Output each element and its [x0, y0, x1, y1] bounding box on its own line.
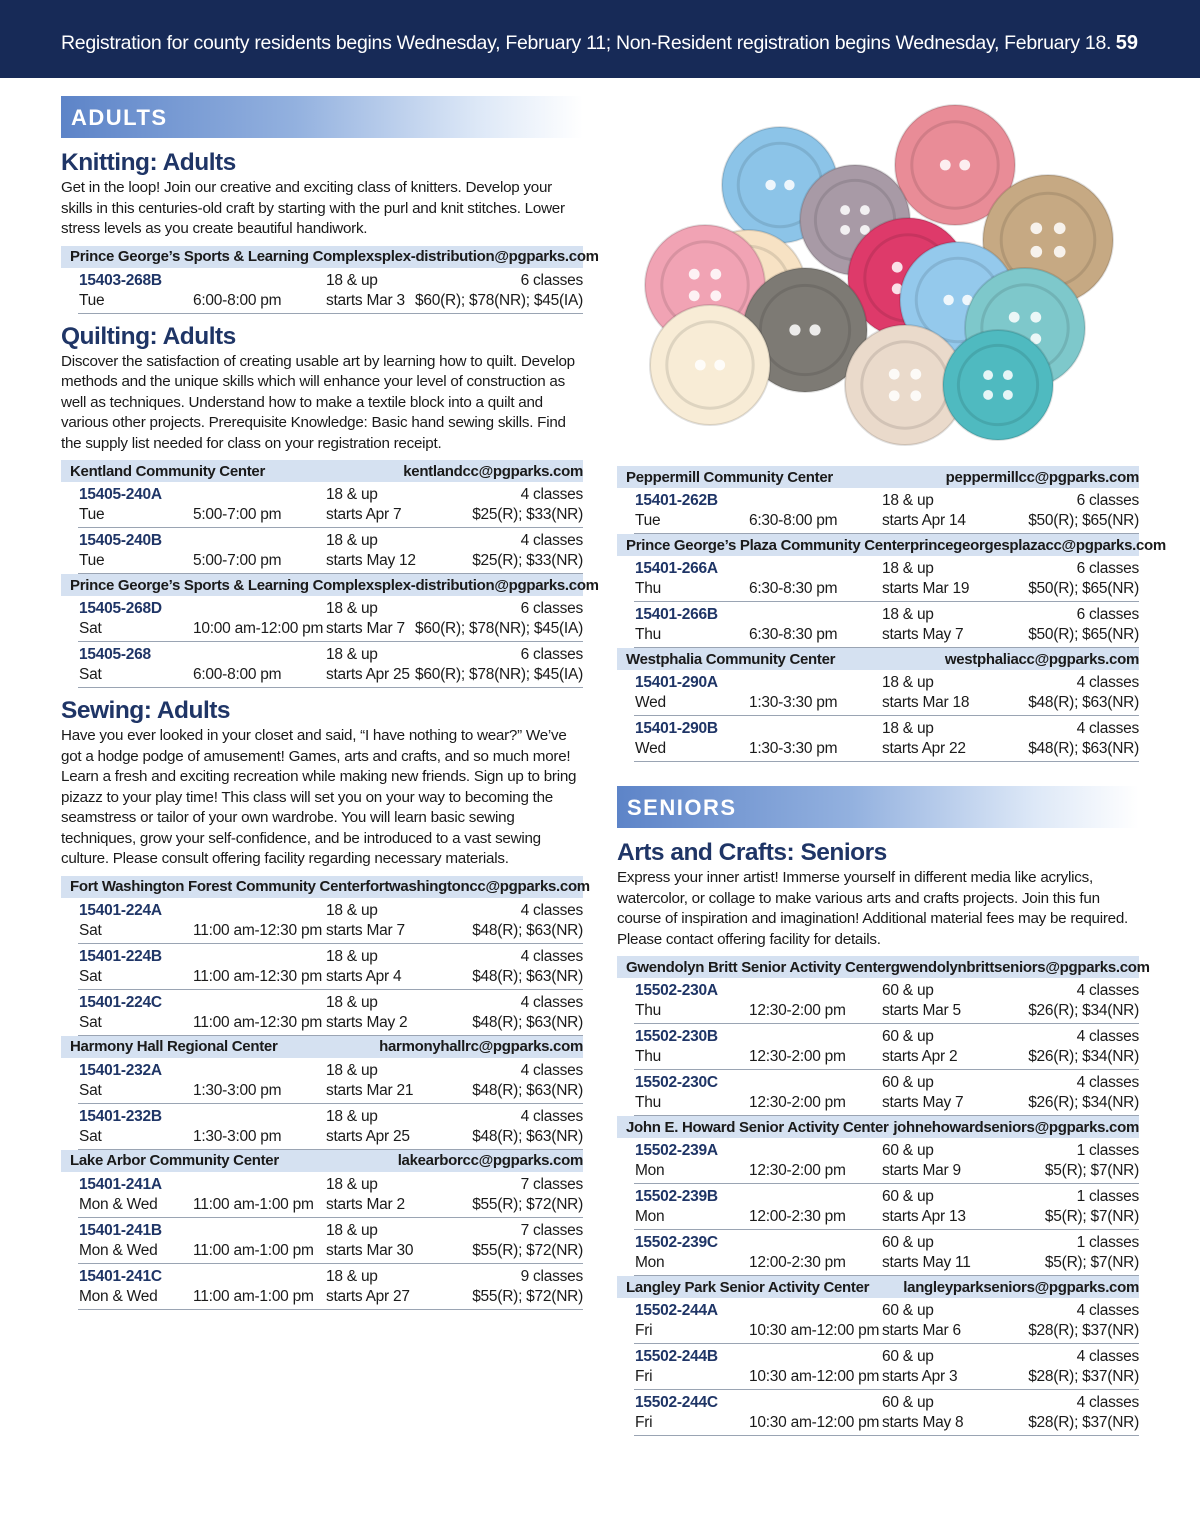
start-date: starts Apr 7	[326, 506, 402, 523]
offering-row	[634, 670, 1139, 716]
course-code: 15502-239A	[635, 1142, 718, 1159]
meeting-day: Sat	[79, 620, 102, 637]
offering-row	[78, 596, 583, 642]
class-count: 6 classes	[1076, 606, 1139, 623]
age-range: 18 & up	[882, 560, 934, 577]
meeting-time: 1:30-3:00 pm	[193, 1081, 282, 1099]
meeting-day: Sat	[79, 1013, 102, 1031]
course-code: 15401-290A	[635, 674, 718, 691]
registration-message: Registration for county residents begins Wednesday, February 11; Non-Resident registration begins Wednesday, February 18.	[61, 32, 1112, 54]
meeting-day: Wed	[635, 740, 666, 757]
meeting-day: Fri	[635, 1368, 653, 1385]
facility-block	[617, 1116, 1139, 1276]
meeting-time: 5:00-7:00 pm	[193, 552, 282, 569]
course-code: 15502-244C	[635, 1394, 718, 1411]
course-code: 15502-230C	[635, 1074, 718, 1091]
offering-row	[78, 990, 583, 1036]
facility-email-link[interactable]: westphaliacc@pgparks.com	[944, 650, 1139, 668]
age-range: 18 & up	[326, 947, 378, 965]
facility-block	[61, 574, 599, 688]
meeting-time: 12:30-2:00 pm	[749, 1048, 846, 1065]
start-date: starts Apr 25	[326, 1127, 410, 1145]
class-count: 7 classes	[520, 1221, 583, 1239]
meeting-day: Thu	[635, 580, 661, 597]
facility-email-link[interactable]: splex-distribution@pgparks.com	[373, 248, 599, 265]
class-count: 4 classes	[1076, 1394, 1139, 1411]
offering-row	[78, 1172, 583, 1218]
start-date: starts May 2	[326, 1013, 408, 1031]
age-range: 18 & up	[326, 646, 378, 663]
start-date: starts May 7	[882, 1094, 964, 1111]
facility-block	[61, 1150, 583, 1310]
start-date: starts Mar 3	[326, 291, 405, 309]
course-code: 15401-232A	[79, 1061, 162, 1079]
meeting-time: 12:00-2:30 pm	[749, 1208, 846, 1225]
fee: $48(R); $63(NR)	[472, 1127, 583, 1145]
meeting-day: Tue	[79, 506, 105, 523]
facility-name: Westphalia Community Center	[626, 650, 836, 668]
class-count: 6 classes	[1076, 492, 1139, 509]
facility-header	[617, 648, 1139, 670]
fee: $5(R); $7(NR)	[1044, 1208, 1139, 1225]
facility-block	[617, 466, 1139, 534]
course-code: 15502-230A	[635, 982, 718, 999]
class-count: 4 classes	[1076, 674, 1139, 691]
meeting-day: Fri	[635, 1322, 653, 1339]
age-range: 18 & up	[326, 532, 378, 549]
fee: $48(R); $63(NR)	[1028, 740, 1139, 757]
fee: $25(R); $33(NR)	[472, 506, 583, 523]
page-number: 59	[1115, 32, 1138, 54]
age-range: 18 & up	[326, 993, 378, 1011]
start-date: starts Mar 2	[326, 1195, 405, 1213]
class-count: 4 classes	[1076, 1302, 1139, 1319]
meeting-day: Mon & Wed	[79, 1241, 158, 1259]
sewing-facilities-continued	[617, 466, 1166, 762]
class-count: 1 classes	[1076, 1188, 1139, 1205]
class-count: 6 classes	[520, 646, 583, 663]
class-count: 6 classes	[520, 600, 583, 617]
course-arts-crafts-seniors	[617, 839, 1150, 1436]
age-range: 18 & up	[326, 1221, 378, 1239]
meeting-day: Sat	[79, 1127, 102, 1145]
facility-name: Prince George’s Sports & Learning Complex	[70, 248, 374, 265]
offering-row	[634, 1184, 1139, 1230]
facility-name: Langley Park Senior Activity Center	[626, 1278, 870, 1296]
facility-email-link[interactable]: harmonyhallrc@pgparks.com	[379, 1038, 583, 1055]
meeting-time: 11:00 am-12:30 pm	[193, 1013, 323, 1031]
class-count: 4 classes	[520, 947, 583, 965]
course-code: 15401-232B	[79, 1107, 162, 1125]
fee: $28(R); $37(NR)	[1028, 1368, 1139, 1385]
start-date: starts May 8	[882, 1414, 964, 1431]
facility-email-link[interactable]: johnehowardseniors@pgparks.com	[893, 1118, 1139, 1136]
meeting-day: Mon	[635, 1208, 665, 1225]
class-count: 4 classes	[520, 1107, 583, 1125]
facility-header	[61, 460, 583, 482]
course-code: 15405-268D	[79, 600, 162, 617]
facility-email-link[interactable]: gwendolynbrittseniors@pgparks.com	[890, 958, 1150, 976]
fee: $26(R); $34(NR)	[1028, 1002, 1139, 1019]
meeting-time: 10:30 am-12:00 pm	[749, 1368, 880, 1385]
fee: $48(R); $63(NR)	[472, 1081, 583, 1099]
fee: $55(R); $72(NR)	[472, 1241, 583, 1259]
facility-name: John E. Howard Senior Activity Center	[626, 1118, 889, 1136]
start-date: starts Mar 9	[882, 1162, 961, 1179]
meeting-day: Mon & Wed	[79, 1195, 158, 1213]
meeting-day: Sat	[79, 1081, 102, 1099]
course-code: 15502-239B	[635, 1188, 718, 1205]
facility-header	[61, 1036, 583, 1058]
fee: $48(R); $63(NR)	[472, 967, 583, 985]
facility-email-link[interactable]: fortwashingtoncc@pgparks.com	[365, 878, 590, 895]
start-date: starts Mar 7	[326, 921, 405, 939]
facility-header	[617, 1276, 1139, 1298]
age-range: 18 & up	[326, 600, 378, 617]
facility-header	[61, 1150, 583, 1172]
start-date: starts Mar 21	[326, 1081, 414, 1099]
course-facilities	[617, 956, 1150, 1436]
offering-row	[78, 944, 583, 990]
age-range: 18 & up	[882, 674, 934, 691]
start-date: starts Mar 7	[326, 620, 405, 637]
class-count: 1 classes	[1076, 1142, 1139, 1159]
meeting-time: 12:00-2:30 pm	[749, 1254, 846, 1271]
offering-row	[78, 1218, 583, 1264]
offering-row	[634, 1390, 1139, 1436]
age-range: 60 & up	[882, 1394, 934, 1411]
class-count: 4 classes	[520, 532, 583, 549]
course-block	[61, 149, 599, 314]
course-block	[61, 697, 590, 1310]
age-range: 60 & up	[882, 1142, 934, 1159]
age-range: 60 & up	[882, 1188, 934, 1205]
meeting-day: Wed	[635, 694, 666, 711]
meeting-day: Thu	[635, 1002, 661, 1019]
top-banner	[0, 0, 1200, 78]
class-count: 9 classes	[520, 1267, 583, 1285]
offering-row	[634, 1070, 1139, 1116]
facility-header	[61, 876, 590, 898]
course-title: Sewing: Adults	[61, 697, 231, 724]
class-count: 4 classes	[1076, 1348, 1139, 1365]
meeting-time: 5:00-7:00 pm	[193, 506, 282, 523]
offering-row	[78, 1104, 583, 1150]
meeting-day: Thu	[635, 1048, 661, 1065]
fee: $28(R); $37(NR)	[1028, 1414, 1139, 1431]
meeting-time: 12:30-2:00 pm	[749, 1162, 846, 1179]
fee: $26(R); $34(NR)	[1028, 1048, 1139, 1065]
fee: $50(R); $65(NR)	[1028, 512, 1139, 529]
meeting-day: Tue	[79, 552, 105, 569]
facility-name: Fort Washington Forest Community Center	[70, 878, 366, 895]
course-block	[61, 322, 599, 689]
course-code: 15502-244A	[635, 1302, 718, 1319]
age-range: 60 & up	[882, 1302, 934, 1319]
offering-row	[78, 898, 583, 944]
facility-block	[617, 534, 1166, 648]
fee: $48(R); $63(NR)	[472, 1013, 583, 1031]
start-date: starts Mar 19	[882, 580, 970, 597]
fee: $48(R); $63(NR)	[472, 921, 583, 939]
meeting-day: Sat	[79, 967, 102, 985]
age-range: 18 & up	[326, 1107, 378, 1125]
section-title: SENIORS	[627, 795, 737, 820]
start-date: starts May 7	[882, 626, 964, 643]
facility-name: Kentland Community Center	[70, 462, 266, 480]
meeting-day: Tue	[79, 291, 105, 309]
offering-row	[78, 482, 583, 528]
class-count: 4 classes	[520, 993, 583, 1011]
fee: $60(R); $78(NR); $45(IA)	[414, 666, 583, 683]
course-code: 15401-224B	[79, 947, 162, 965]
age-range: 60 & up	[882, 1234, 934, 1251]
offering-row	[634, 1230, 1139, 1276]
start-date: starts May 12	[326, 552, 416, 569]
course-code: 15502-230B	[635, 1028, 718, 1045]
facility-block	[61, 1036, 583, 1150]
age-range: 18 & up	[326, 901, 378, 919]
offering-row	[634, 602, 1139, 648]
facility-name: Peppermill Community Center	[626, 468, 833, 486]
meeting-time: 10:00 am-12:00 pm	[193, 620, 324, 637]
fee: $55(R); $72(NR)	[472, 1195, 583, 1213]
fee: $26(R); $34(NR)	[1028, 1094, 1139, 1111]
start-date: starts Apr 13	[882, 1208, 966, 1225]
meeting-time: 6:00-8:00 pm	[193, 291, 282, 309]
age-range: 60 & up	[882, 982, 934, 999]
course-code: 15401-290B	[635, 720, 718, 737]
meeting-time: 12:30-2:00 pm	[749, 1002, 846, 1019]
meeting-time: 11:00 am-1:00 pm	[193, 1241, 314, 1259]
facility-name: Lake Arbor Community Center	[70, 1152, 279, 1169]
facility-header	[617, 466, 1139, 488]
facility-email-link[interactable]: splex-distribution@pgparks.com	[373, 576, 599, 594]
facility-block	[617, 1276, 1139, 1436]
facility-email-link[interactable]: kentlandcc@pgparks.com	[403, 462, 583, 480]
age-range: 18 & up	[326, 1267, 378, 1285]
offering-row	[634, 556, 1139, 602]
class-count: 1 classes	[1076, 1234, 1139, 1251]
fee: $50(R); $65(NR)	[1028, 626, 1139, 643]
start-date: starts Apr 3	[882, 1368, 958, 1385]
course-description: Get in the loop! Join our creative and exciting class of knitters. Develop your skills in this centuries-old craft by starting with the purl and knit stitches. Lower stress levels as you create beautiful handiwork.	[61, 179, 565, 237]
course-title: Knitting: Adults	[61, 149, 236, 176]
fee: $5(R); $7(NR)	[1044, 1162, 1139, 1179]
meeting-time: 1:30-3:30 pm	[749, 740, 838, 757]
class-count: 6 classes	[1076, 560, 1139, 577]
facility-name: Prince George’s Plaza Community Center	[626, 536, 910, 554]
meeting-day: Thu	[635, 1094, 661, 1111]
offering-row	[634, 978, 1139, 1024]
course-code: 15502-244B	[635, 1348, 718, 1365]
course-description: Have you ever looked in your closet and said, “I have nothing to wear?” We’ve got a hodge podge of amusement! Games, arts and crafts, and so much more! Learn a fresh and exciting recreation while making new friends. Sign up to bring pizazz to your play time! This class will set you on your way to becoming the seamstress or tailor of your own wardrobe. You will learn basic sewing techniques, grow your self-confidence, and be introduced to a vast sewing culture. Please consult offering facility regarding necessary materials.	[61, 727, 577, 867]
facility-header	[617, 534, 1166, 556]
buttons-photo	[640, 100, 1140, 455]
offering-row	[634, 1298, 1139, 1344]
right-column	[617, 466, 1166, 1446]
course-code: 15401-241B	[79, 1221, 162, 1239]
meeting-time: 10:30 am-12:00 pm	[749, 1414, 880, 1431]
start-date: starts Apr 14	[882, 512, 966, 529]
button-shape	[943, 330, 1053, 440]
facility-block	[61, 460, 583, 574]
left-column	[61, 96, 599, 1320]
class-count: 4 classes	[520, 1061, 583, 1079]
facility-email-link[interactable]: langleyparkseniors@pgparks.com	[903, 1278, 1139, 1296]
meeting-time: 11:00 am-12:30 pm	[193, 921, 323, 939]
offering-row	[78, 642, 583, 688]
age-range: 60 & up	[882, 1028, 934, 1045]
course-code: 15405-268	[79, 646, 151, 663]
facility-block	[61, 876, 590, 1036]
section-banner-seniors	[617, 786, 1139, 828]
offering-row	[78, 268, 583, 314]
meeting-day: Mon & Wed	[79, 1287, 158, 1305]
age-range: 60 & up	[882, 1074, 934, 1091]
facility-name: Gwendolyn Britt Senior Activity Center	[626, 958, 891, 976]
fee: $48(R); $63(NR)	[1028, 694, 1139, 711]
start-date: starts May 11	[882, 1254, 971, 1271]
facility-email-link[interactable]: princegeorgesplazacc@pgparks.com	[909, 536, 1166, 554]
facility-header	[61, 574, 599, 596]
class-count: 4 classes	[1076, 720, 1139, 737]
meeting-time: 6:30-8:00 pm	[749, 512, 838, 529]
start-date: starts Apr 25	[326, 666, 410, 683]
facility-block	[617, 956, 1150, 1116]
class-count: 4 classes	[1076, 982, 1139, 999]
age-range: 18 & up	[326, 1061, 378, 1079]
meeting-time: 11:00 am-12:30 pm	[193, 967, 323, 985]
offering-row	[634, 488, 1139, 534]
facility-block	[61, 246, 599, 314]
meeting-day: Fri	[635, 1414, 653, 1431]
fee: $5(R); $7(NR)	[1044, 1254, 1139, 1271]
facility-email-link[interactable]: lakearborcc@pgparks.com	[397, 1152, 583, 1169]
start-date: starts Mar 30	[326, 1241, 414, 1259]
course-code: 15405-240A	[79, 486, 162, 503]
course-code: 15502-239C	[635, 1234, 718, 1251]
start-date: starts Mar 5	[882, 1002, 961, 1019]
course-code: 15403-268B	[79, 271, 162, 289]
start-date: starts Apr 22	[882, 740, 966, 757]
meeting-time: 1:30-3:00 pm	[193, 1127, 282, 1145]
meeting-time: 1:30-3:30 pm	[749, 694, 838, 711]
facility-name: Prince George’s Sports & Learning Complex	[70, 576, 374, 594]
facility-header	[61, 246, 599, 268]
age-range: 18 & up	[326, 271, 378, 289]
course-code: 15401-241C	[79, 1267, 162, 1285]
meeting-time: 6:30-8:30 pm	[749, 580, 838, 597]
course-code: 15401-241A	[79, 1175, 162, 1193]
class-count: 7 classes	[520, 1175, 583, 1193]
course-title: Quilting: Adults	[61, 322, 236, 350]
meeting-day: Tue	[635, 512, 661, 529]
class-count: 4 classes	[1076, 1074, 1139, 1091]
course-code: 15401-262B	[635, 492, 718, 509]
facility-header	[617, 956, 1150, 978]
course-title: Arts and Crafts: Seniors	[617, 839, 887, 866]
facility-email-link[interactable]: peppermillcc@pgparks.com	[945, 468, 1139, 486]
offering-row	[634, 1024, 1139, 1070]
section-title: ADULTS	[71, 105, 168, 130]
meeting-time: 11:00 am-1:00 pm	[193, 1287, 314, 1305]
fee: $25(R); $33(NR)	[472, 552, 583, 569]
offering-row	[634, 1344, 1139, 1390]
meeting-day: Mon	[635, 1162, 665, 1179]
age-range: 18 & up	[326, 486, 378, 503]
class-count: 4 classes	[520, 901, 583, 919]
button-shape	[650, 305, 770, 425]
meeting-time: 11:00 am-1:00 pm	[193, 1195, 314, 1213]
course-code: 15401-266B	[635, 606, 718, 623]
course-description: Express your inner artist! Immerse yourself in different media like acrylics, watercolor, or collage to make various arts and crafts projects. Join this fun course of inspiration and imagination! Additional material fees may be required. Please contact offering facility for details.	[617, 869, 1129, 948]
age-range: 18 & up	[882, 492, 934, 509]
offering-row	[78, 1264, 583, 1310]
fee: $60(R); $78(NR); $45(IA)	[414, 291, 583, 309]
offering-row	[634, 716, 1139, 762]
start-date: starts Apr 2	[882, 1048, 958, 1065]
course-code: 15401-266A	[635, 560, 718, 577]
meeting-day: Mon	[635, 1254, 665, 1271]
meeting-time: 10:30 am-12:00 pm	[749, 1322, 880, 1339]
start-date: starts Mar 18	[882, 694, 970, 711]
course-description: Discover the satisfaction of creating usable art by learning how to quilt. Develop methods and the unique skills which will enhance your level of construction as well as techniques. Understand how to make a textile block into a quilt and various other projects. Prerequisite Knowledge: Basic hand sewing skills. Find the supply list needed for class on your registration receipt.	[61, 352, 575, 452]
facility-header	[617, 1116, 1139, 1138]
start-date: starts Mar 6	[882, 1322, 961, 1339]
section-banner-adults	[61, 96, 583, 138]
offering-row	[634, 1138, 1139, 1184]
meeting-day: Sat	[79, 666, 102, 683]
age-range: 18 & up	[882, 720, 934, 737]
meeting-day: Thu	[635, 626, 661, 643]
fee: $60(R); $78(NR); $45(IA)	[414, 620, 583, 637]
fee: $28(R); $37(NR)	[1028, 1322, 1139, 1339]
age-range: 18 & up	[326, 1175, 378, 1193]
facility-block	[617, 648, 1139, 762]
meeting-time: 12:30-2:00 pm	[749, 1094, 846, 1111]
age-range: 18 & up	[882, 606, 934, 623]
offering-row	[78, 1058, 583, 1104]
class-count: 4 classes	[1076, 1028, 1139, 1045]
start-date: starts Apr 27	[326, 1287, 410, 1305]
offering-row	[78, 528, 583, 574]
fee: $50(R); $65(NR)	[1028, 580, 1139, 597]
meeting-time: 6:00-8:00 pm	[193, 666, 282, 683]
course-code: 15401-224A	[79, 901, 162, 919]
fee: $55(R); $72(NR)	[472, 1287, 583, 1305]
course-code: 15405-240B	[79, 532, 162, 549]
adult-courses	[61, 149, 599, 1310]
meeting-day: Sat	[79, 921, 102, 939]
age-range: 60 & up	[882, 1348, 934, 1365]
class-count: 4 classes	[520, 486, 583, 503]
class-count: 6 classes	[520, 271, 583, 289]
start-date: starts Apr 4	[326, 967, 402, 985]
meeting-time: 6:30-8:30 pm	[749, 626, 838, 643]
course-code: 15401-224C	[79, 993, 162, 1011]
facility-name: Harmony Hall Regional Center	[70, 1038, 278, 1055]
